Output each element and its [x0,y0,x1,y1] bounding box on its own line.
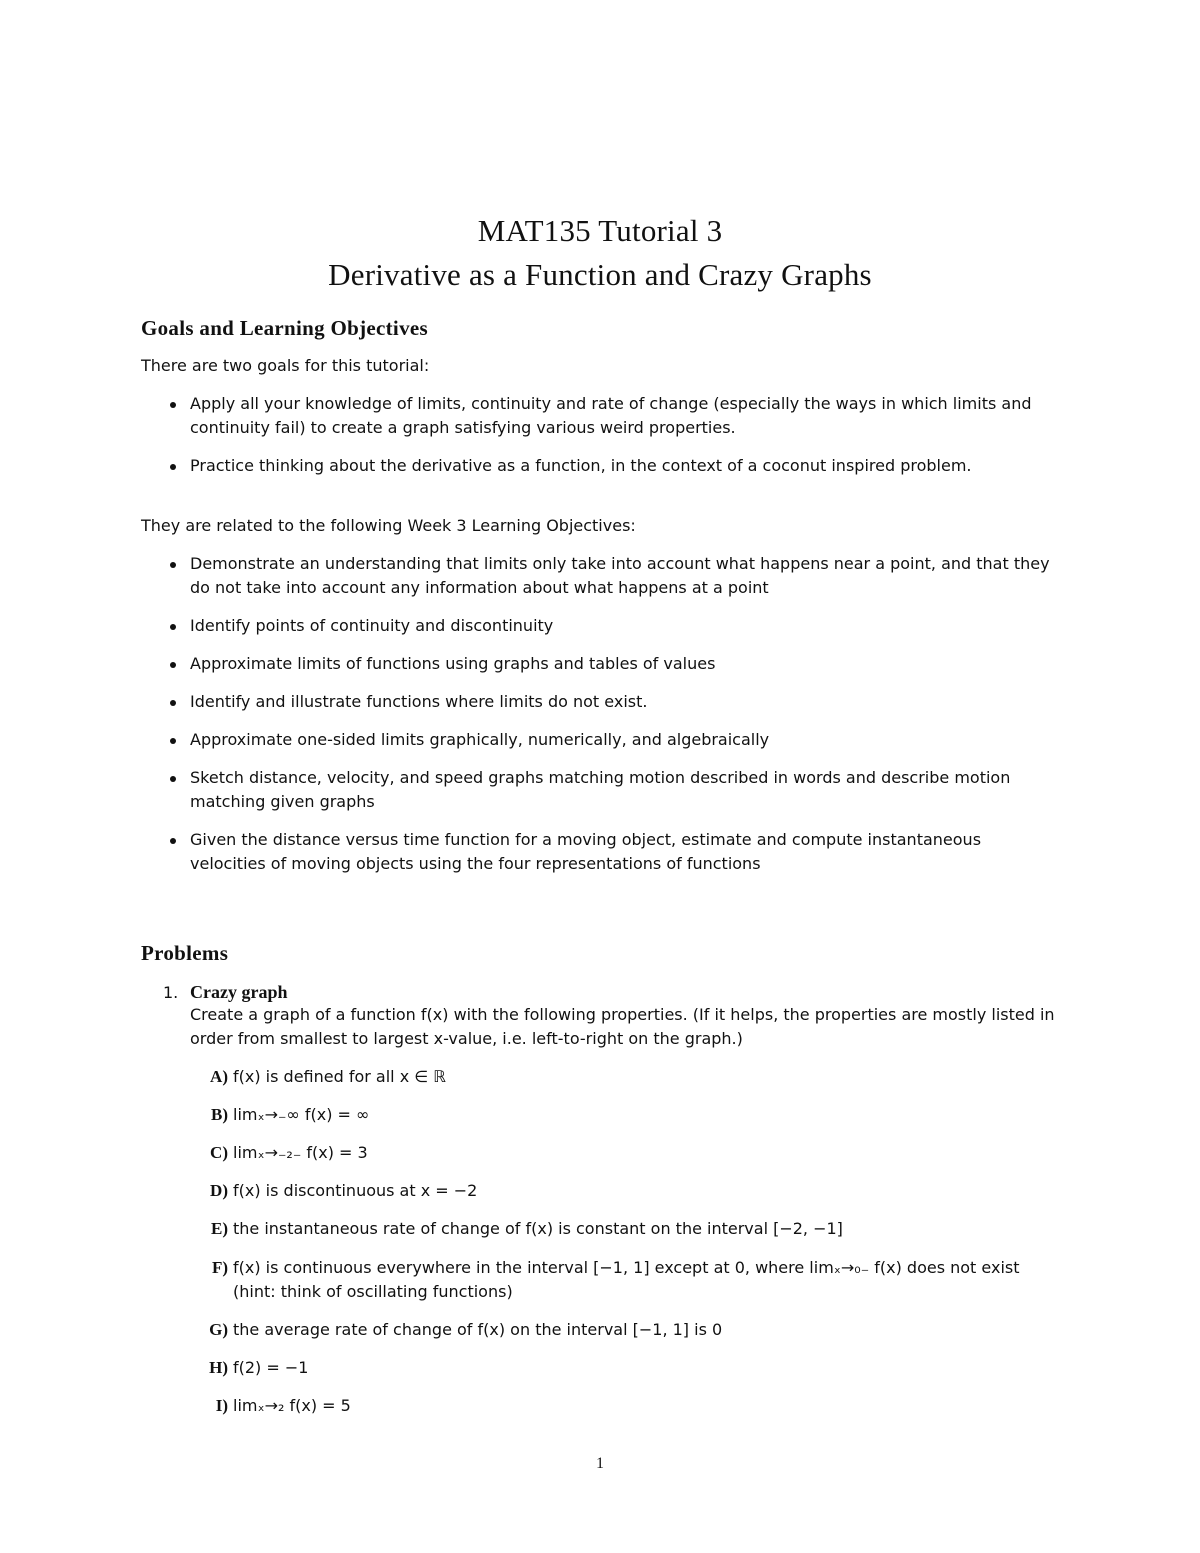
bullet-icon [170,662,176,668]
property-label: F) [211,1258,228,1277]
property-text: f(x) is defined for all x ∈ ℝ [233,1067,446,1086]
property-label: A) [210,1067,228,1086]
property-label: D) [210,1181,228,1200]
property-label: E) [211,1219,228,1238]
problem-number: 1. [163,983,179,1002]
goals-list [0,392,1200,492]
bullet-icon [170,624,176,630]
property-text: limₓ→₋₂₋ f(x) = 3 [233,1143,368,1162]
property-text: the instantaneous rate of change of f(x) is constant on the interval [−2, −1] [233,1219,843,1238]
objectives-intro: They are related to the following Week 3 Learning Objectives: [141,516,636,535]
document-subtitle: Derivative as a Function and Crazy Graphs [328,257,872,292]
list-item: Apply all your knowledge of limits, continuity and rate of change (especially the ways in which limits and continuity fail) to create a graph satisfying various weird properties. [0,392,1060,440]
list-item: Identify and illustrate functions where limits do not exist. [0,690,1060,714]
bullet-icon [170,464,176,470]
bullet-icon [170,738,176,744]
problem-description: Create a graph of a function f(x) with the following properties. (If it helps, the properties are mostly listed in order from smallest to largest x-value, i.e. left-to-right on the graph.) [190,1005,1055,1048]
property-text: f(2) = −1 [233,1358,309,1377]
problem-title: Crazy graph [190,982,288,1002]
property-label: B) [211,1105,228,1124]
problems-heading: Problems [141,941,229,965]
list-item: Practice thinking about the derivative as a function, in the context of a coconut inspired problem. [0,454,1060,478]
property-label: C) [210,1143,228,1162]
list-item: Given the distance versus time function for a moving object, estimate and compute instantaneous velocities of moving objects using the four representations of functions [0,828,1060,876]
list-item: Sketch distance, velocity, and speed graphs matching motion described in words and describe motion matching given graphs [0,766,1060,814]
list-item: Approximate one-sided limits graphically, numerically, and algebraically [0,728,1060,752]
bullet-icon [170,700,176,706]
bullet-icon [170,402,176,408]
list-item: Identify points of continuity and discontinuity [0,614,1060,638]
document-title: MAT135 Tutorial 3 [477,213,723,248]
property-text: limₓ→₂ f(x) = 5 [233,1396,351,1415]
property-label: H) [209,1358,228,1377]
list-item: Approximate limits of functions using graphs and tables of values [0,652,1060,676]
goals-heading: Goals and Learning Objectives [141,316,428,340]
property-text: f(x) is continuous everywhere in the interval [−1, 1] except at 0, where limₓ→₀₋ f(x) does not exist (hint: think of oscillating functions) [233,1258,1020,1301]
property-label: G) [209,1320,228,1339]
property-text: the average rate of change of f(x) on the interval [−1, 1] is 0 [233,1320,723,1339]
list-item: Demonstrate an understanding that limits only take into account what happens near a point, and that they do not take into account any information about what happens at a point [0,552,1060,600]
bullet-icon [170,562,176,568]
property-text: f(x) is discontinuous at x = −2 [233,1181,478,1200]
bullet-icon [170,776,176,782]
goals-intro: There are two goals for this tutorial: [141,356,430,375]
objectives-list [0,552,1200,890]
bullet-icon [170,838,176,844]
property-text: limₓ→₋∞ f(x) = ∞ [233,1105,370,1124]
page-number: 1 [596,1455,604,1472]
property-label: I) [215,1396,228,1415]
